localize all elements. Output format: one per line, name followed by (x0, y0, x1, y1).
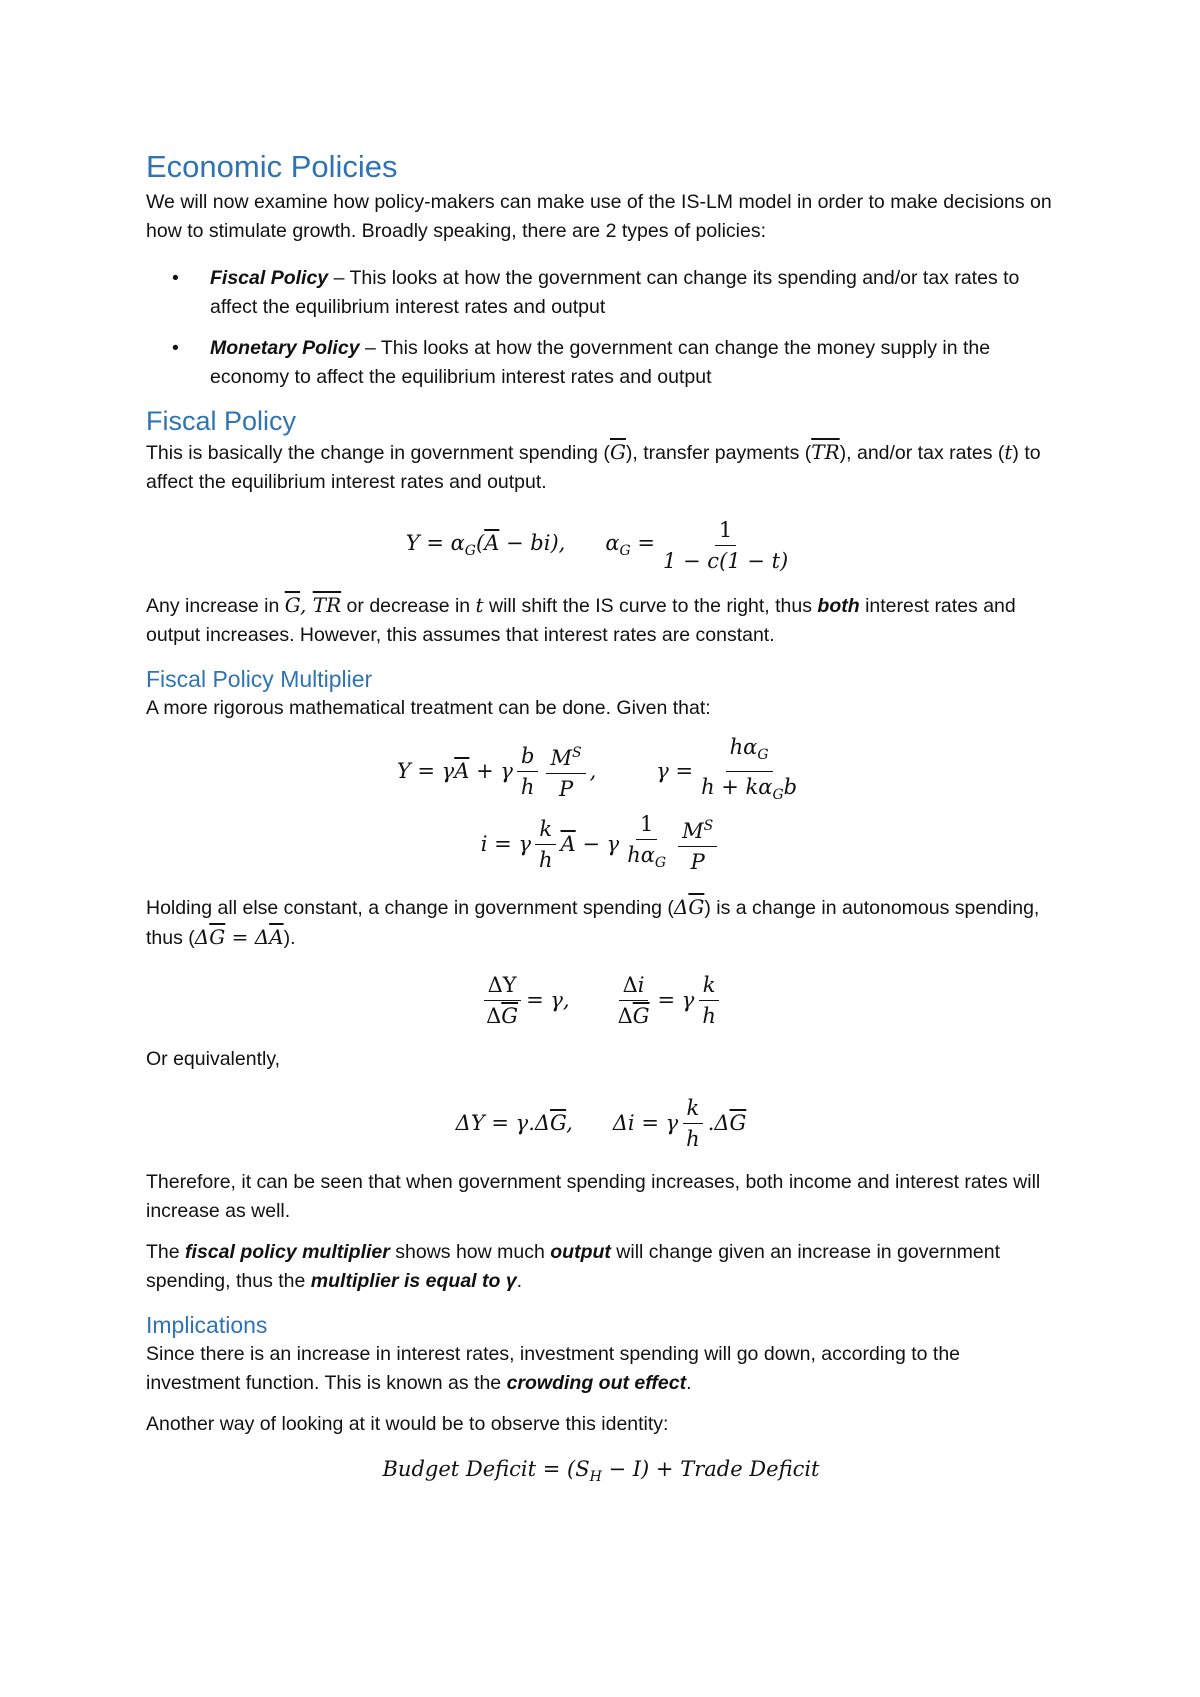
intro-paragraph: We will now examine how policy-makers can make use of the IS-LM model in order to make decisions on how to stimulate growth. Broadly speaking, there are 2 types of policies: (146, 191, 1052, 242)
bullet-text: – This looks at how the government can change the money supply in the economy to affect the equilibrium interest rates and output (210, 337, 991, 388)
bullet-text: – This looks at how the government can change its spending and/or tax rates to affect the equilibrium interest rates and output (210, 267, 1020, 318)
equation-ratios: $\frac{\Delta Y}{\Delta\overline{G}}$ = γ, $\frac{\Delta i}{\Delta\overline{G}}$ = γ $\frac{k}{h}$ (146, 967, 1056, 1033)
multiplier-paragraph-1: A more rigorous mathematical treatment can be done. Given that: (146, 697, 711, 719)
section-heading-fiscal-policy: Fiscal Policy (146, 406, 297, 436)
implications-paragraph-1: Since there is an increase in interest rates, investment spending will go down, according to the investment function. This is known as the crowding out effect. (146, 1343, 961, 1394)
list-item (146, 264, 1056, 322)
bullet-icon: • (172, 267, 179, 289)
multiplier-paragraph-4: Therefore, it can be seen that when government spending increases, both income and interest rates will increase as well. (146, 1171, 1041, 1222)
page-title: Economic Policies (146, 149, 398, 184)
equation-interest: i = γ $\frac{k}{h}$ $\overline{A} - \gamma$ $\frac{1}{h\alpha_G}$ $\frac{M^S}{P}$ (146, 811, 1056, 877)
equation-budget-identity: Budget Deficit = $(S_H - I)$ + Trade Deficit (382, 1456, 820, 1486)
bullet-icon: • (172, 337, 179, 359)
equation-is-curve: $Y = \alpha_G(\overline{A} - bi)$, $\alpha_G$ = $\frac{1}{1 - c(1 - t)}$ (405, 517, 789, 573)
policy-list (146, 264, 1056, 392)
section-heading-fiscal-policy-multiplier: Fiscal Policy Multiplier (146, 666, 373, 692)
implications-paragraph-2: Another way of looking at it would be to observe this identity: (146, 1413, 669, 1435)
fiscal-paragraph-2: Any increase in $\overline{G}$, $\overline{TR}$ or decrease in t will shift the IS curve to the right, thus both interest rates and output increases. However, this assumes that interest rates are constant. (146, 593, 1016, 646)
equation-output: $Y = \gamma\overline{A} + \gamma$ $\frac{b}{h}$ $\frac{M^S}{P}$ , γ = $\frac{h\alpha_G}{h + k\alpha_Gb}$ (396, 735, 798, 803)
equation-changes: $\Delta Y = \gamma.\Delta\overline{G}$, Δi = γ $\frac{k}{h}$ $.\Delta\overline{G}$ (455, 1095, 747, 1151)
multiplier-paragraph-2: Holding all else constant, a change in government spending $(\Delta\overline{G})$ is a change in autonomous spending, thus $(\Delta\overline{G} = \Delta\overline{A})$. (146, 895, 1040, 949)
list-item (146, 334, 1056, 392)
multiplier-paragraph-3: Or equivalently, (146, 1048, 281, 1070)
bullet-term: Fiscal Policy (210, 267, 329, 289)
section-heading-implications: Implications (146, 1312, 268, 1338)
multiplier-paragraph-5: The fiscal policy multiplier shows how much output will change given an increase in government spending, thus the multiplier is equal to γ. (146, 1241, 1001, 1292)
bullet-term: Monetary Policy (210, 337, 360, 359)
document-page (146, 148, 1056, 1495)
fiscal-paragraph-1: This is basically the change in government spending $(\overline{G})$, transfer payments $(\overline{TR})$, and/or tax rates (t) to affect the equilibrium interest rates and output. (146, 440, 1041, 493)
